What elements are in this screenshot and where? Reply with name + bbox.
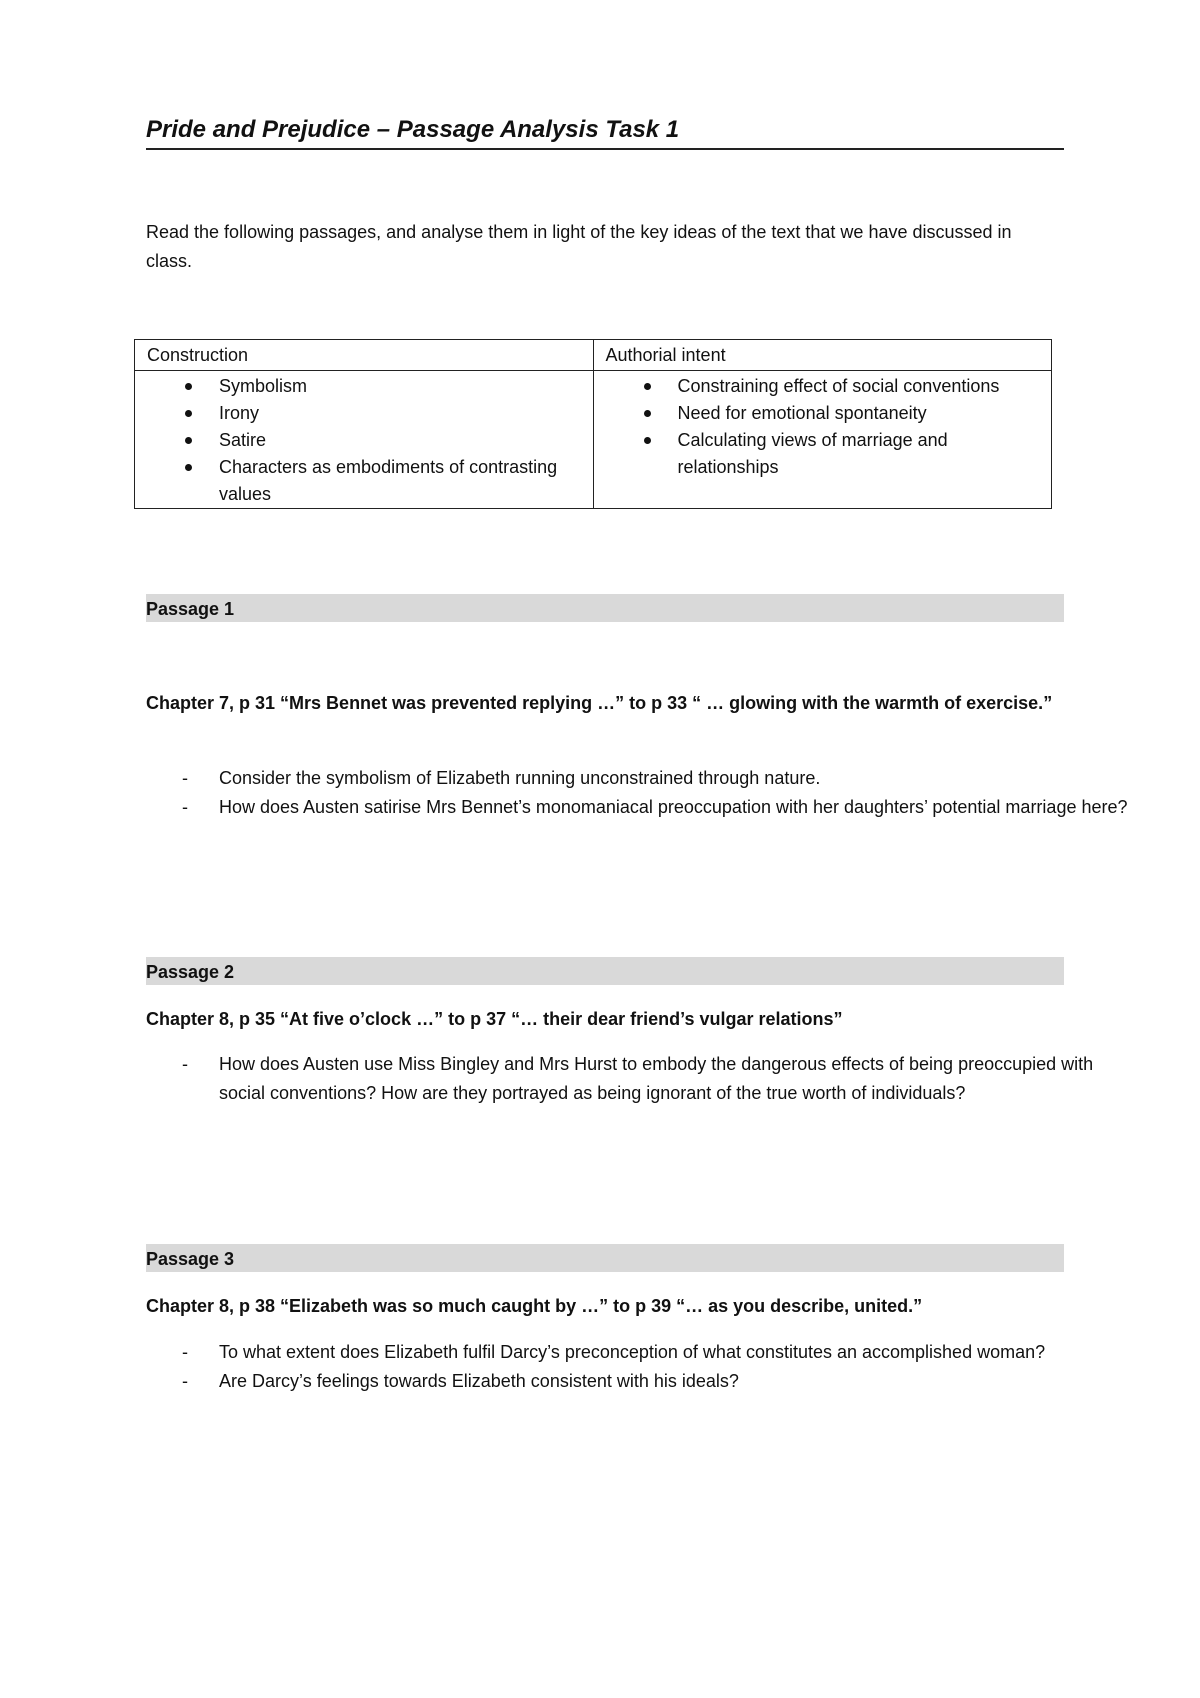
passage-1-chapter-reference: Chapter 7, p 31 “Mrs Bennet was prevented replying …” to p 33 “ … glowing with the warmth of exercise.” bbox=[146, 693, 1053, 713]
authorial-intent-cell bbox=[593, 371, 1052, 509]
passage-1-heading: Passage 1 bbox=[146, 594, 1064, 622]
list-item: Characters as embodiments of contrasting values bbox=[219, 454, 581, 508]
list-item: Satire bbox=[219, 427, 581, 454]
list-item: - Are Darcy’s feelings towards Elizabeth consistent with his ideals? bbox=[219, 1367, 1137, 1396]
table-header-authorial-intent: Authorial intent bbox=[593, 340, 1052, 371]
list-item: Need for emotional spontaneity bbox=[678, 400, 1040, 427]
passage-3-chapter-reference: Chapter 8, p 38 “Elizabeth was so much caught by …” to p 39 “… as you describe, united.” bbox=[146, 1296, 923, 1316]
list-item: Calculating views of marriage and relationships bbox=[678, 427, 1040, 481]
list-item: Constraining effect of social conventions bbox=[678, 373, 1040, 400]
table-header-row bbox=[135, 340, 1052, 371]
passage-1-questions bbox=[146, 764, 1137, 822]
list-item: Symbolism bbox=[219, 373, 581, 400]
table-row bbox=[135, 371, 1052, 509]
authorial-intent-list bbox=[606, 373, 1040, 481]
construction-list bbox=[147, 373, 581, 508]
list-item: - How does Austen use Miss Bingley and Mrs Hurst to embody the dangerous effects of being preoccupied with social conventions? How are they portrayed as being ignorant of the true worth of individuals? bbox=[219, 1050, 1137, 1108]
construction-cell bbox=[135, 371, 594, 509]
passage-2-chapter-reference: Chapter 8, p 35 “At five o’clock …” to p 37 “… their dear friend’s vulgar relations” bbox=[146, 1009, 843, 1029]
table-header-construction: Construction bbox=[135, 340, 594, 371]
list-item: - Consider the symbolism of Elizabeth running unconstrained through nature. bbox=[219, 764, 1137, 793]
passage-2-heading: Passage 2 bbox=[146, 957, 1064, 985]
passage-3-heading: Passage 3 bbox=[146, 1244, 1064, 1272]
passage-3-questions bbox=[146, 1338, 1137, 1396]
list-item: - How does Austen satirise Mrs Bennet’s monomaniacal preoccupation with her daughters’ potential marriage here? bbox=[219, 793, 1137, 822]
intro-text: Read the following passages, and analyse them in light of the key ideas of the text that we have discussed in class. bbox=[146, 222, 1012, 271]
passage-2-questions bbox=[146, 1050, 1137, 1108]
list-item: - To what extent does Elizabeth fulfil Darcy’s preconception of what constitutes an accomplished woman? bbox=[219, 1338, 1137, 1367]
document-title: Pride and Prejudice – Passage Analysis Task 1 bbox=[146, 116, 1064, 150]
key-ideas-table bbox=[134, 339, 1052, 509]
list-item: Irony bbox=[219, 400, 581, 427]
